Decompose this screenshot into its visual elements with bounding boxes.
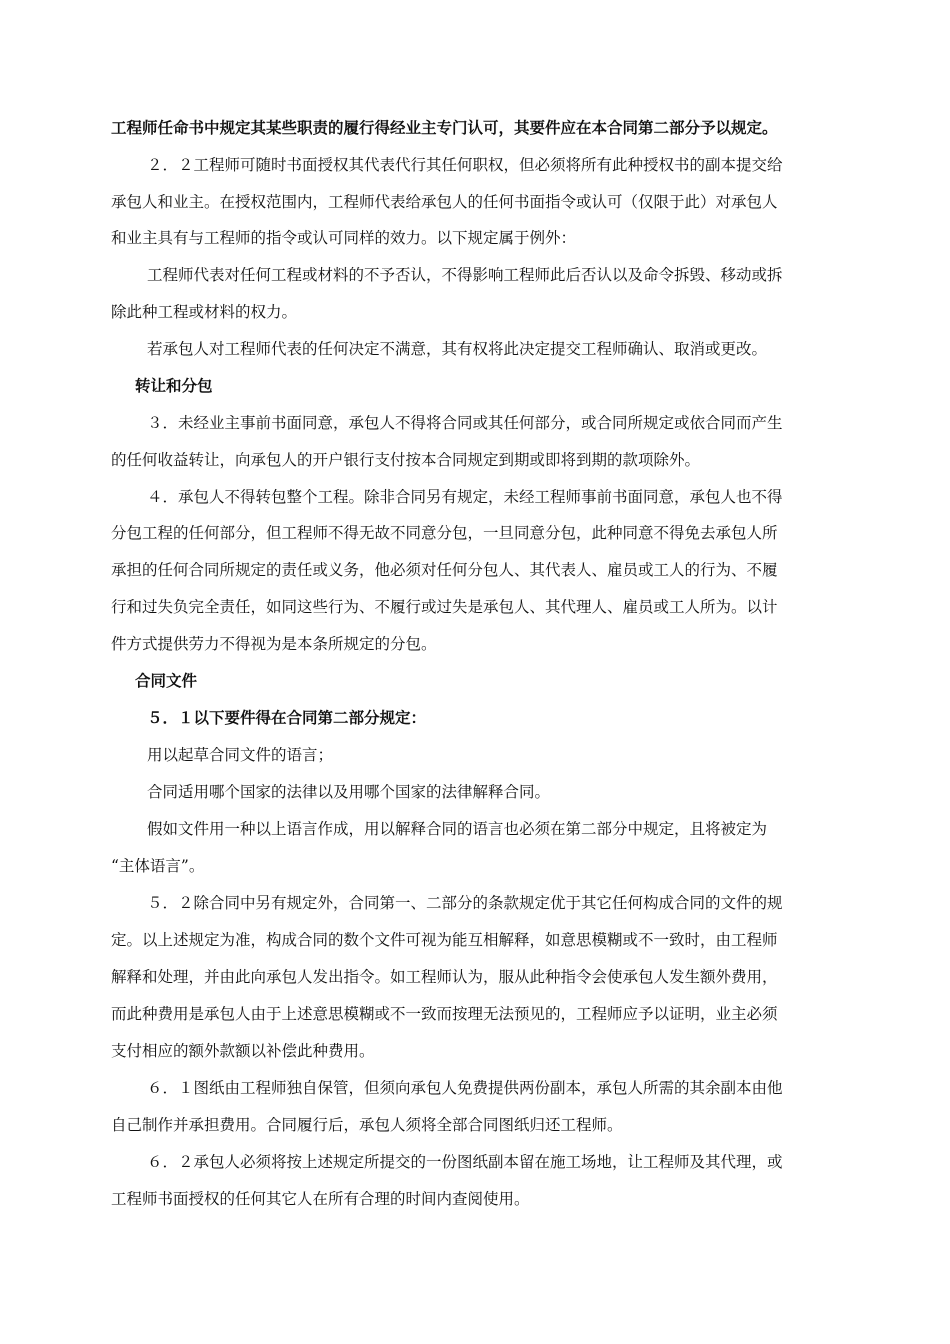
paragraph-line: 解释和处理，并由此向承包人发出指令。如工程师认为，服从此种指令会使承包人发生额外费用， bbox=[111, 968, 778, 986]
paragraph-line: ２．２工程师可随时书面授权其代表代行其任何职权，但必须将所有此种授权书的副本提交给 bbox=[147, 156, 783, 174]
paragraph-line: 承担的任何合同所规定的责任或义务，他必须对任何分包人、其代表人、雇员或工人的行为、不履 bbox=[111, 561, 778, 579]
paragraph-line: 若承包人对工程师代表的任何决定不满意，其有权将此决定提交工程师确认、取消或更改。 bbox=[147, 340, 768, 358]
paragraph-line: ５．１以下要件得在合同第二部分规定： bbox=[147, 709, 427, 727]
paragraph-line: 件方式提供劳力不得视为是本条所规定的分包。 bbox=[111, 635, 437, 653]
paragraph-line: 支付相应的额外款额以补偿此种费用。 bbox=[111, 1042, 375, 1060]
paragraph-line: 合同适用哪个国家的法律以及用哪个国家的法律解释合同。 bbox=[147, 783, 551, 801]
paragraph-line: 假如文件用一种以上语言作成，用以解释合同的语言也必须在第二部分中规定，且将被定为 bbox=[147, 820, 768, 838]
paragraph-line: 除此种工程或材料的权力。 bbox=[111, 303, 298, 321]
section-heading: 合同文件 bbox=[135, 672, 198, 690]
paragraph-line: 工程师书面授权的任何其它人在所有合理的时间内查阅使用。 bbox=[111, 1190, 530, 1208]
section-heading: 转让和分包 bbox=[135, 377, 213, 395]
paragraph-line: 定。以上述规定为准，构成合同的数个文件可视为能互相解释，如意思模糊或不一致时，由工程师 bbox=[111, 931, 778, 949]
paragraph-line: ６．２承包人必须将按上述规定所提交的一份图纸副本留在施工场地，让工程师及其代理，或 bbox=[147, 1153, 783, 1171]
paragraph-line: 用以起草合同文件的语言； bbox=[147, 746, 334, 764]
paragraph-line: 分包工程的任何部分，但工程师不得无故不同意分包，一旦同意分包，此种同意不得免去承包人所 bbox=[111, 524, 778, 542]
paragraph-line: 承包人和业主。在授权范围内，工程师代表给承包人的任何书面指令或认可（仅限于此）对承包人 bbox=[111, 193, 778, 211]
paragraph-line: 工程师任命书中规定其某些职责的履行得经业主专门认可，其要件应在本合同第二部分予以规定。 bbox=[111, 119, 778, 137]
paragraph-line: ５．２除合同中另有规定外，合同第一、二部分的条款规定优于其它任何构成合同的文件的规 bbox=[147, 894, 783, 912]
paragraph-line: “主体语言”。 bbox=[111, 857, 205, 875]
paragraph-line: ３．未经业主事前书面同意，承包人不得将合同或其任何部分，或合同所规定或依合同而产生 bbox=[147, 414, 783, 432]
paragraph-line: 的任何收益转让，向承包人的开户银行支付按本合同规定到期或即将到期的款项除外。 bbox=[111, 451, 701, 469]
paragraph-line: 自己制作并承担费用。合同履行后，承包人须将全部合同图纸归还工程师。 bbox=[111, 1116, 623, 1134]
paragraph-line: 而此种费用是承包人由于上述意思模糊或不一致而按理无法预见的，工程师应予以证明，业主必须 bbox=[111, 1005, 778, 1023]
paragraph-line: 行和过失负完全责任，如同这些行为、不履行或过失是承包人、其代理人、雇员或工人所为。以计 bbox=[111, 598, 778, 616]
paragraph-line: 工程师代表对任何工程或材料的不予否认，不得影响工程师此后否认以及命令拆毁、移动或拆 bbox=[147, 266, 783, 284]
paragraph-line: ４．承包人不得转包整个工程。除非合同另有规定，未经工程师事前书面同意，承包人也不得 bbox=[147, 488, 783, 506]
paragraph-line: ６．１图纸由工程师独自保管，但须向承包人免费提供两份副本，承包人所需的其余副本由他 bbox=[147, 1079, 783, 1097]
paragraph-line: 和业主具有与工程师的指令或认可同样的效力。以下规定属于例外： bbox=[111, 229, 577, 247]
